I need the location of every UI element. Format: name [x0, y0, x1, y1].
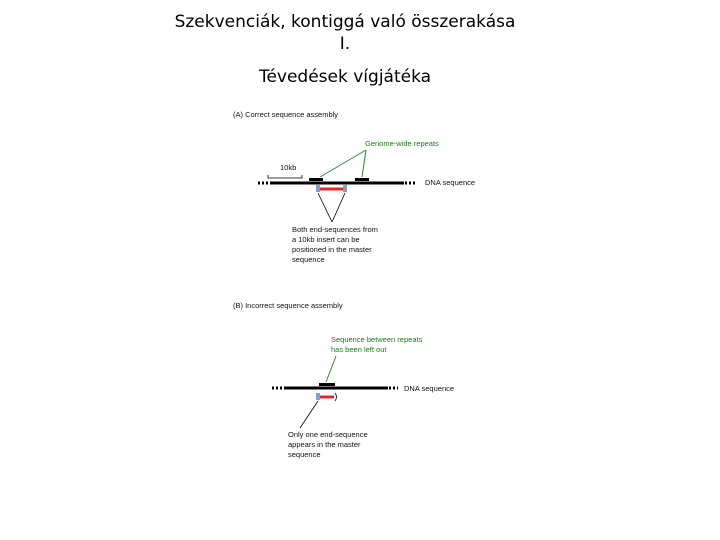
repeat-a-2: [355, 178, 369, 181]
dna-label-b: DNA sequence: [404, 384, 455, 393]
dna-label-a: DNA sequence: [425, 178, 476, 187]
end-seq-b-missing: [335, 393, 337, 401]
scale-label: 10kb: [280, 163, 297, 172]
note-b-line-1: Only one end-sequence: [288, 430, 368, 439]
panel-a-heading: (A) Correct sequence assembly: [233, 110, 339, 119]
note-a-line-4: sequence: [292, 255, 325, 264]
note-a-line-1: Both end-sequences from: [292, 225, 378, 234]
slide-subtitle: Tévedések vígjátéka: [258, 67, 432, 87]
repeats-label: Genome-wide repeats: [365, 139, 439, 148]
note-b-pointer: [300, 401, 318, 428]
note-b-line-3: sequence: [288, 450, 321, 459]
note-a-pointer-1: [318, 193, 332, 222]
note-a-line-2: a 10kb insert can be: [292, 235, 360, 244]
repeat-pointer-1: [320, 150, 366, 177]
repeat-a-1: [309, 178, 323, 181]
end-seq-b: [316, 393, 320, 400]
repeat-pointer-2: [362, 150, 366, 177]
between-label-line-1: Sequence between repeats: [331, 335, 423, 344]
panel-b-heading: (B) Incorrect sequence assembly: [233, 301, 343, 310]
note-a-pointer-2: [332, 193, 345, 222]
end-seq-a-left: [316, 185, 320, 192]
between-label-line-2: has been left out: [331, 345, 387, 354]
repeat-b: [319, 383, 335, 386]
between-pointer: [326, 356, 336, 382]
note-b-line-2: appears in the master: [288, 440, 361, 449]
slide-title-line-1: Szekvenciák, kontiggá való összerakása: [174, 12, 516, 32]
end-seq-a-right: [343, 185, 347, 192]
scale-bracket: [268, 175, 302, 178]
note-a-line-3: positioned in the master: [292, 245, 372, 254]
slide-title-line-2: I.: [339, 34, 351, 54]
